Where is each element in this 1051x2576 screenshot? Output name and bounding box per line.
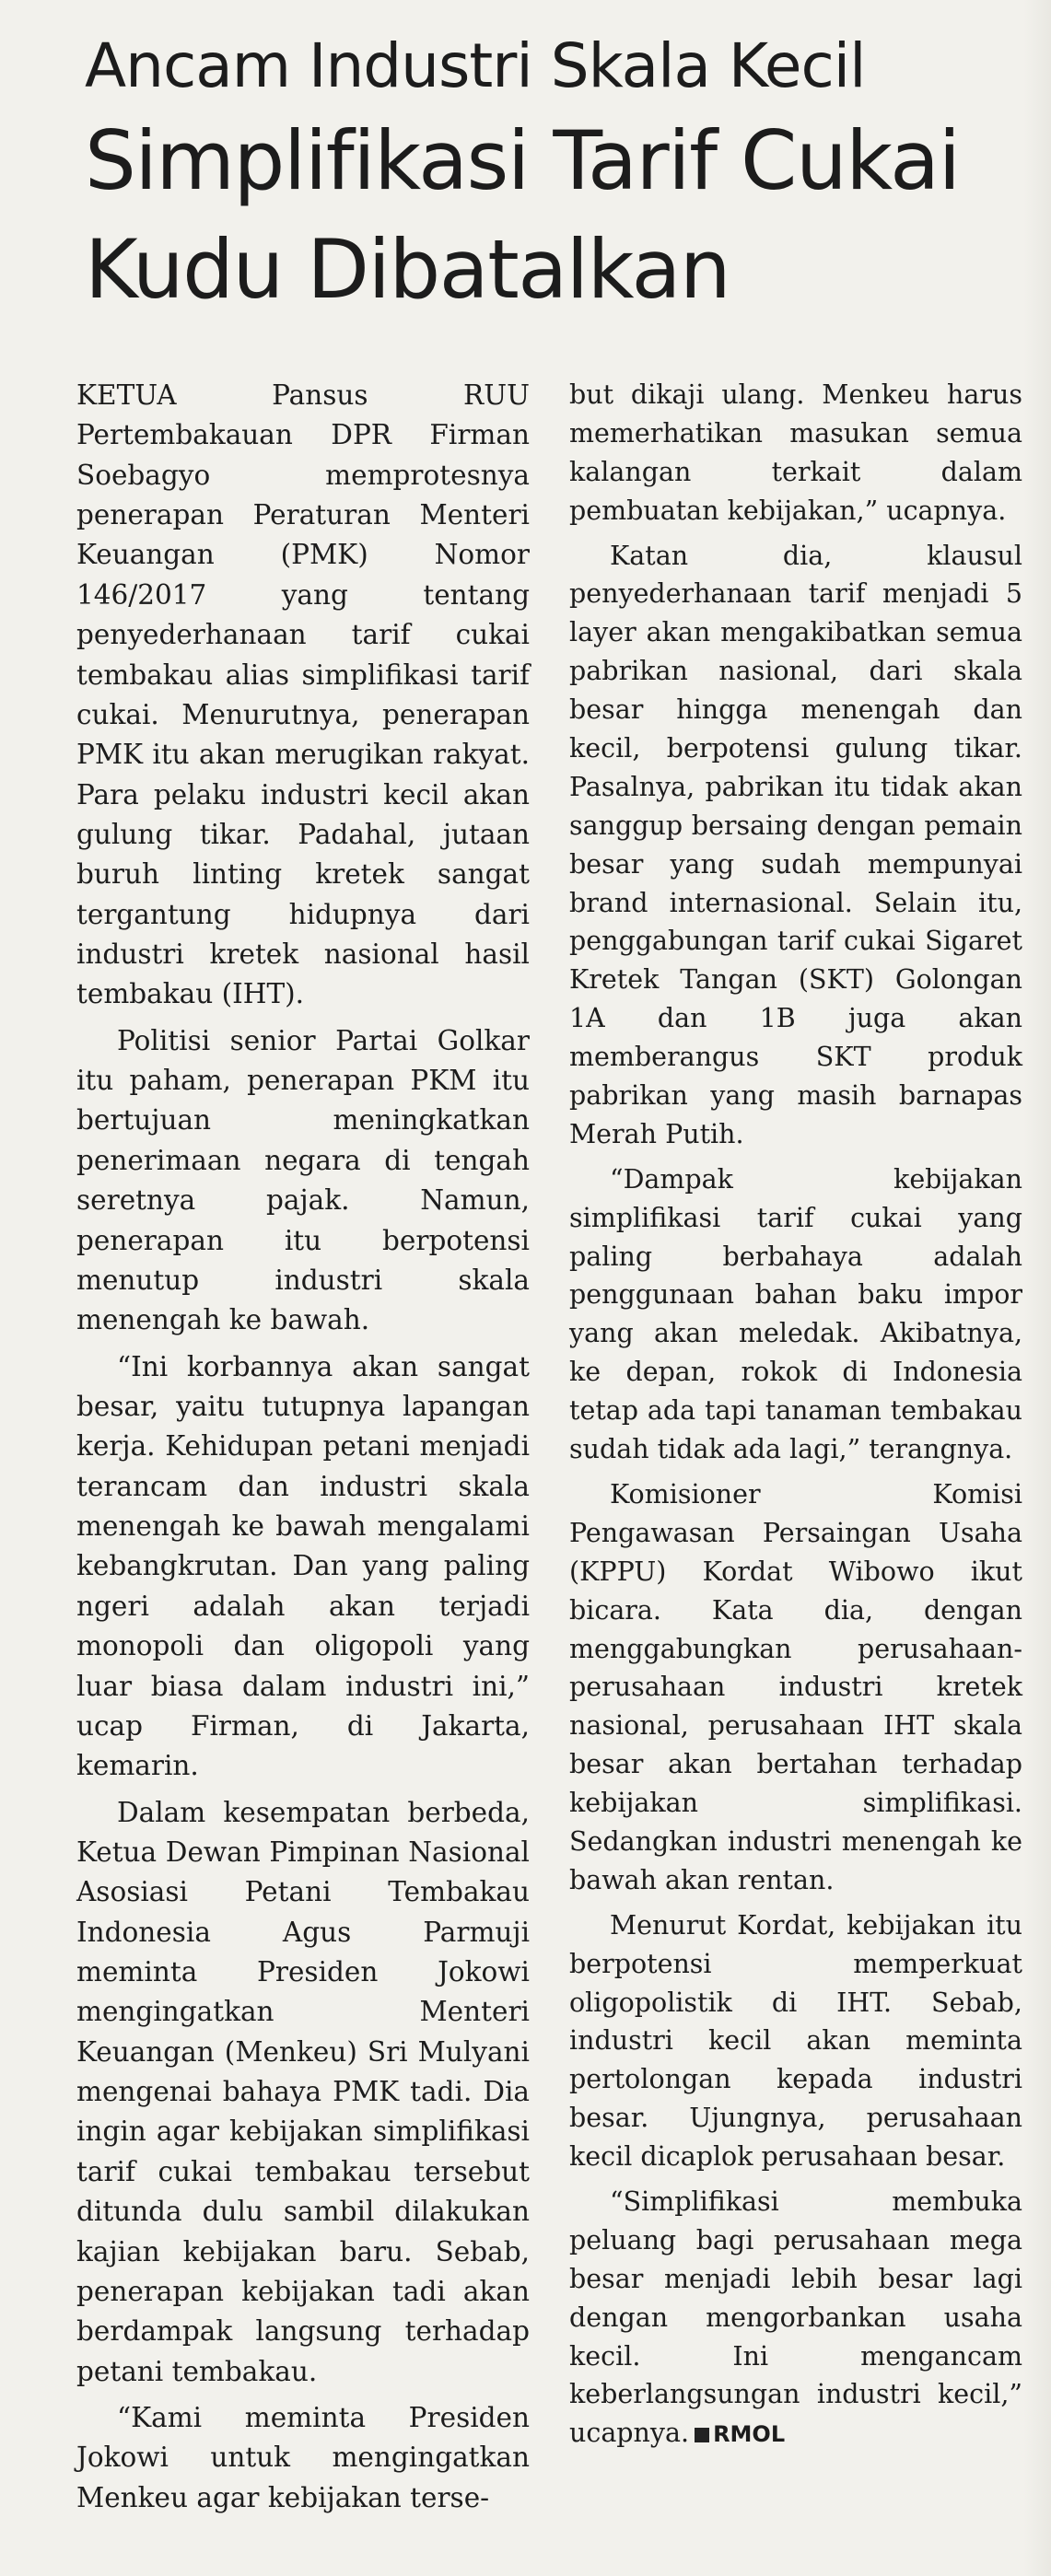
paragraph-last xyxy=(569,2183,1022,2454)
paragraph: “Kami meminta Presiden Jokowi untuk mengingatkan Menkeu agar kebijakan terse- xyxy=(76,2401,530,2513)
title-line-1: Simplifikasi Tarif Cukai xyxy=(85,113,960,208)
paragraph: “Dampak kebijakan simplifikasi tarif cukai yang paling berbahaya adalah penggunaan bahan baku impor yang akan meledak. Akibatnya, ke depan, rokok di Indonesia tetap ada tapi tanaman tembakau sudah tidak ada lagi,” terangnya. xyxy=(569,1163,1022,1465)
kicker: Ancam Industri Skala Kecil xyxy=(85,30,866,101)
paragraph: “Ini korbannya akan sangat besar, yaitu tutupnya lapangan kerja. Kehidupan petani menjadi terancam dan industri skala menengah ke bawah mengalami kebangkrutan. Dan yang paling ngeri adalah akan terjadi monopoli dan oligopoli yang luar biasa dalam industri ini,” ucap Firman, di Jakarta, kemarin. xyxy=(76,1350,530,1782)
end-mark-icon xyxy=(695,2428,709,2442)
page-edge xyxy=(1023,0,1051,2576)
paragraph: but dikaji ulang. Menkeu harus memerhatikan masukan semua kalangan terkait dalam pembuatan kebijakan,” ucapnya. xyxy=(569,379,1022,526)
left-column xyxy=(76,376,530,2524)
paragraph: Katan dia, klausul penyederhanaan tarif menjadi 5 layer akan mengakibatkan semua pabrikan nasional, dari skala besar hingga menengah dan kecil, berpotensi gulung tikar. Pasalnya, pabrikan itu tidak akan sanggup bersaing dengan pemain besar yang sudah mempunyai brand internasional. Selain itu, penggabungan tarif cukai Sigaret Kretek Tangan (SKT) Golongan 1A dan 1B juga akan memberangus SKT produk pabrikan yang masih barnapas Merah Putih. xyxy=(569,540,1022,1149)
title-line-2: Kudu Dibatalkan xyxy=(85,222,730,317)
source-credit: RMOL xyxy=(713,2421,786,2448)
paragraph: KETUA Pansus RUU Pertembakauan DPR Firman Soebagyo memprotesnya penerapan Peraturan Menteri Keuangan (PMK) Nomor 146/2017 yang tentang penyederhanaan tarif cukai tembakau alias simplifikasi tarif cukai. Menurutnya, penerapan PMK itu akan merugikan rakyat. Para pelaku industri kecil akan gulung tikar. Padahal, jutaan buruh linting kretek sangat tergantung hidupnya dari industri kretek nasional hasil tembakau (IHT). xyxy=(76,379,530,1010)
paragraph: Menurut Kordat, kebijakan itu berpotensi memperkuat oligopolistik di IHT. Sebab, industri kecil akan meminta pertolongan kepada industri besar. Ujungnya, perusahaan kecil dicaplok perusahaan besar. xyxy=(569,1909,1022,2173)
headline-block xyxy=(85,26,1024,324)
paragraph: Dalam kesempatan berbeda, Ketua Dewan Pimpinan Nasional Asosiasi Petani Tembakau Indonesia Agus Parmuji meminta Presiden Jokowi mengingatkan Menteri Keuangan (Menkeu) Sri Mulyani mengenai bahaya PMK tadi. Dia ingin agar kebijakan simplifikasi tarif cukai tembakau tersebut ditunda dulu sambil dilakukan kajian kebijakan baru. Sebab, penerapan kebijakan tadi akan berdampak langsung terhadap petani tembakau. xyxy=(76,1796,530,2387)
paragraph: Komisioner Komisi Pengawasan Persaingan Usaha (KPPU) Kordat Wibowo ikut bicara. Kata dia, dengan menggabungkan perusahaan-perusahaan industri kretek nasional, perusahaan IHT skala besar akan bertahan terhadap kebijakan simplifikasi. Sedangkan industri menengah ke bawah akan rentan. xyxy=(569,1478,1022,1895)
right-column xyxy=(569,376,1022,2461)
paragraph-text: “Simplifikasi membuka peluang bagi perusahaan mega besar menjadi lebih besar lagi dengan mengorbankan usaha kecil. Ini mengancam keberlangsungan industri kecil,” ucapnya. xyxy=(569,2186,1022,2449)
paragraph: Politisi senior Partai Golkar itu paham, penerapan PKM itu bertujuan meningkatkan penerimaan negara di tengah seretnya pajak. Namun, penerapan itu berpotensi menutup industri skala menengah ke bawah. xyxy=(76,1024,530,1336)
